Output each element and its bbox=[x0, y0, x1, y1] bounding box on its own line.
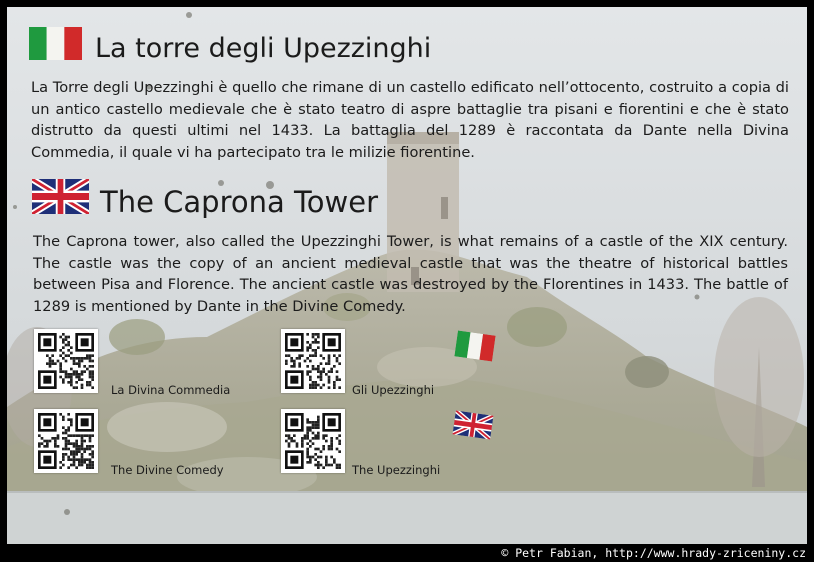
italian-title: La torre degli Upezzinghi bbox=[95, 33, 432, 64]
uk-flag-small-icon bbox=[453, 410, 494, 439]
qr-code-icon bbox=[285, 333, 341, 389]
qr-code-icon bbox=[285, 413, 341, 469]
qr-label-divina-commedia: La Divina Commedia bbox=[111, 383, 231, 397]
english-paragraph: The Caprona tower, also called the Upezzinghi Tower, is what remains of a castle of the XIX century. The castle was the copy of an ancient medieval castle that was the theatre of historical battles between Pisa and Florence. The ancient castle was destroyed by the Florentines in 1433. The battle of 1289 is mentioned by Dante in the Divine Comedy. bbox=[33, 233, 788, 315]
qr-code-divine-comedy[interactable] bbox=[34, 409, 98, 473]
english-title: The Caprona Tower bbox=[100, 185, 378, 219]
italian-flag-small-icon bbox=[454, 330, 495, 361]
qr-code-icon bbox=[38, 333, 94, 389]
qr-code-the-upezzinghi[interactable] bbox=[281, 409, 345, 473]
qr-code-icon bbox=[38, 413, 94, 469]
qr-label-gli-upezzinghi: Gli Upezzinghi bbox=[352, 383, 435, 397]
photo-frame bbox=[7, 7, 807, 544]
qr-label-the-upezzinghi: The Upezzinghi bbox=[352, 463, 441, 477]
italian-paragraph: La Torre degli Upezzinghi è quello che rimane di un castello edificato nell’ottocento, costruito a copia di un antico castello medievale che è stato teatro di aspre battaglie tra pisani e fiorentini e che è stato distrutto da questi ultimi nel 1433. La battaglia del 1289 è raccontata da Dante nella Divina Commedia, il quale vi ha partecipato tra le milizie fiorentine. bbox=[31, 79, 789, 161]
qr-code-gli-upezzinghi[interactable] bbox=[281, 329, 345, 393]
italian-flag-icon bbox=[29, 27, 82, 60]
photo-credit: © Petr Fabian, http://www.hrady-zriceniny.cz bbox=[501, 546, 806, 560]
qr-label-divine-comedy: The Divine Comedy bbox=[111, 463, 224, 477]
uk-flag-icon bbox=[32, 179, 89, 214]
qr-code-divina-commedia[interactable] bbox=[34, 329, 98, 393]
